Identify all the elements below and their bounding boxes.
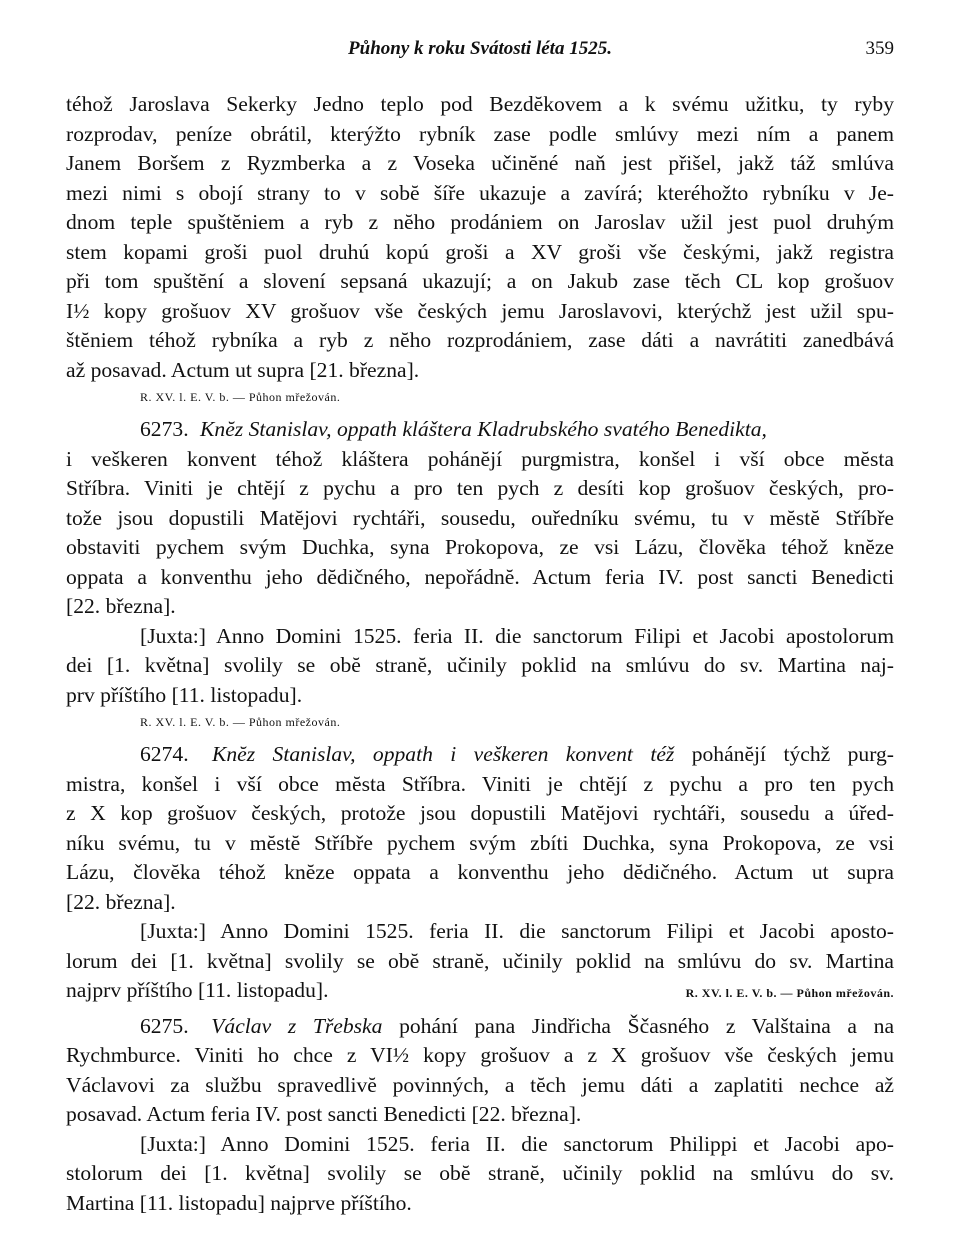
juxta-line: najprv příštího [11. listopadu].	[66, 978, 329, 1002]
juxta-line: stolorum dei [1. května] svolily se obĕ stranĕ, učinily poklid na smlúvu do sv.	[66, 1161, 894, 1185]
text-line: Václavovi za službu spravedlivĕ povinných, a tĕch jemu dáti a zaplatiti nechce až	[66, 1072, 894, 1097]
juxta-line: [Juxta:] Anno Domini 1525. feria II. die sanctorum Philippi et Jacobi apo-	[140, 1131, 894, 1156]
text-line: i veškeren konvent téhož kláštera pohánĕjí purgmistra, konšel i vší obce mĕsta	[66, 446, 894, 471]
page-number: 359	[865, 38, 894, 59]
entry-plaintiff: Knĕz Stanislav, oppath i veškeren konvent též	[211, 742, 675, 766]
text-line: až posavad. Actum ut supra [21. března].	[66, 357, 420, 382]
juxta-line-with-signature	[66, 976, 894, 1006]
entry-first-line	[66, 415, 894, 445]
text-line: mistra, konšel i vší obce mĕsta Stříbra. Viniti je chtĕjí z pychu a pro ten pych	[66, 771, 894, 796]
entry-first-line	[66, 740, 894, 770]
running-title: Půhony k roku Svátosti léta 1525.	[348, 38, 612, 59]
text-line: oppata a konventhu jeho dĕdičného, nepořádnĕ. Actum feria IV. post sancti Benedicti	[66, 564, 894, 589]
entry-first-line	[66, 1012, 894, 1042]
text-line: Lázu, človĕka téhož knĕze oppata a konventhu jeho dĕdičného. Actum ut supra	[66, 860, 894, 884]
entry-number: 6275.	[140, 1013, 189, 1038]
text-line: I½ kopy grošuov XV grošuov vše českých jemu Jaroslavovi, kterýchž jest užil spu-	[66, 298, 894, 323]
text-line: Rychmburce. Viniti ho chce z VI½ kopy grošuov a z X grošuov vše českých jemu	[66, 1043, 894, 1067]
archive-signature: R. XV. l. E. V. b. — Půhon mřežován.	[685, 986, 894, 1000]
text-line: dnom teple spuštĕniem a ryb z nĕho prodániem on Jaroslav užil jest puol druhým	[66, 210, 894, 234]
text-line: Janem Boršem z Ryzmberka a z Voseka učinĕné naň jest přišel, jakž táž smlúva	[66, 151, 894, 175]
intro-paragraph	[66, 90, 894, 409]
text-line: stem kopami groši puol druhú kopú groši a XV groši vše českými, jakž registra	[66, 239, 894, 264]
juxta-line: [Juxta:] Anno Domini 1525. feria II. die sanctorum Filipi et Jacobi aposto-	[140, 919, 894, 943]
juxta-line: Martina [11. listopadu] najprve příštího.	[66, 1190, 412, 1215]
text-line: níku svému, tu v mĕstĕ Stříbře pychem svým zbíti Duchka, syna Prokopova, ze vsi	[66, 830, 894, 855]
entry-text: pohánĕjí týchž purg-	[691, 742, 894, 766]
entry-number: 6274.	[140, 742, 189, 766]
text-line: obstaviti pychem svým Duchka, syna Prokopova, ze vsi Lázu, človĕka téhož knĕze	[66, 535, 894, 559]
text-line: téhož Jaroslava Sekerky Jedno teplo pod Bezdĕkovem a k svému užitku, ty ryby	[66, 92, 894, 116]
text-line: z X kop grošuov českých, protože jsou dopustili Matĕjovi rychtáři, sousedu a úřed-	[66, 801, 894, 825]
juxta-line: lorum dei [1. května] svolily se obĕ stranĕ, učinily poklid na smlúvu do sv. Martina	[66, 948, 894, 973]
entry-6275	[66, 1012, 894, 1219]
text-line: mezi nimi s obojí strany to v sobĕ šíře ukazuje a zavírá; kteréhožto rybníku v Je-	[66, 180, 894, 205]
text-line: Stříbra. Viniti je chtĕjí z pychu a pro ten pych z desíti kop grošuov českých, pro-	[66, 476, 894, 500]
juxta-line: [Juxta:] Anno Domini 1525. feria II. die sanctorum Filipi et Jacobi apostolorum	[140, 623, 894, 648]
archive-signature: R. XV. l. E. V. b. — Půhon mřežován.	[140, 715, 341, 729]
entry-6274	[66, 740, 894, 1006]
text-line: [22. března].	[66, 889, 176, 914]
juxta-line: prv příštího [11. listopadu].	[66, 682, 303, 707]
entry-plaintiff: Václav z Třebska	[211, 1013, 383, 1038]
text-line: tože jsou dopustili Matĕjovi rychtáři, sousedu, ouředníku svému, tu v mĕstĕ Stříbře	[66, 505, 894, 530]
entry-plaintiff: Knĕz Stanislav, oppath kláštera Kladrubského svatého Benedikta,	[200, 417, 767, 441]
text-line: posavad. Actum feria IV. post sancti Benedicti [22. března].	[66, 1102, 582, 1126]
body-text	[66, 90, 894, 1218]
juxta-line: dei [1. května] svolily se obĕ stranĕ, učinily poklid na smlúvu do sv. Martina naj-	[66, 653, 894, 677]
running-head	[66, 38, 894, 68]
text-line: rozprodav, peníze obrátil, kterýžto rybník zase podle smlúvy mezi ním a panem	[66, 121, 894, 146]
text-line: [22. března].	[66, 594, 176, 618]
entry-number: 6273.	[140, 417, 189, 441]
text-line: štĕniem téhož rybníka a ryb z nĕho rozprodániem, zase dáti a navrátiti zanedbává	[66, 328, 894, 352]
entry-text: pohání pana Jindřicha Ščasného z Valštaina a na	[399, 1013, 894, 1038]
entry-6273	[66, 415, 894, 734]
archive-signature: R. XV. l. E. V. b. — Půhon mřežován.	[140, 390, 341, 404]
text-line: při tom spuštĕní a slovení sepsaná ukazují; a on Jakub zase tĕch CL kop grošuov	[66, 269, 894, 293]
